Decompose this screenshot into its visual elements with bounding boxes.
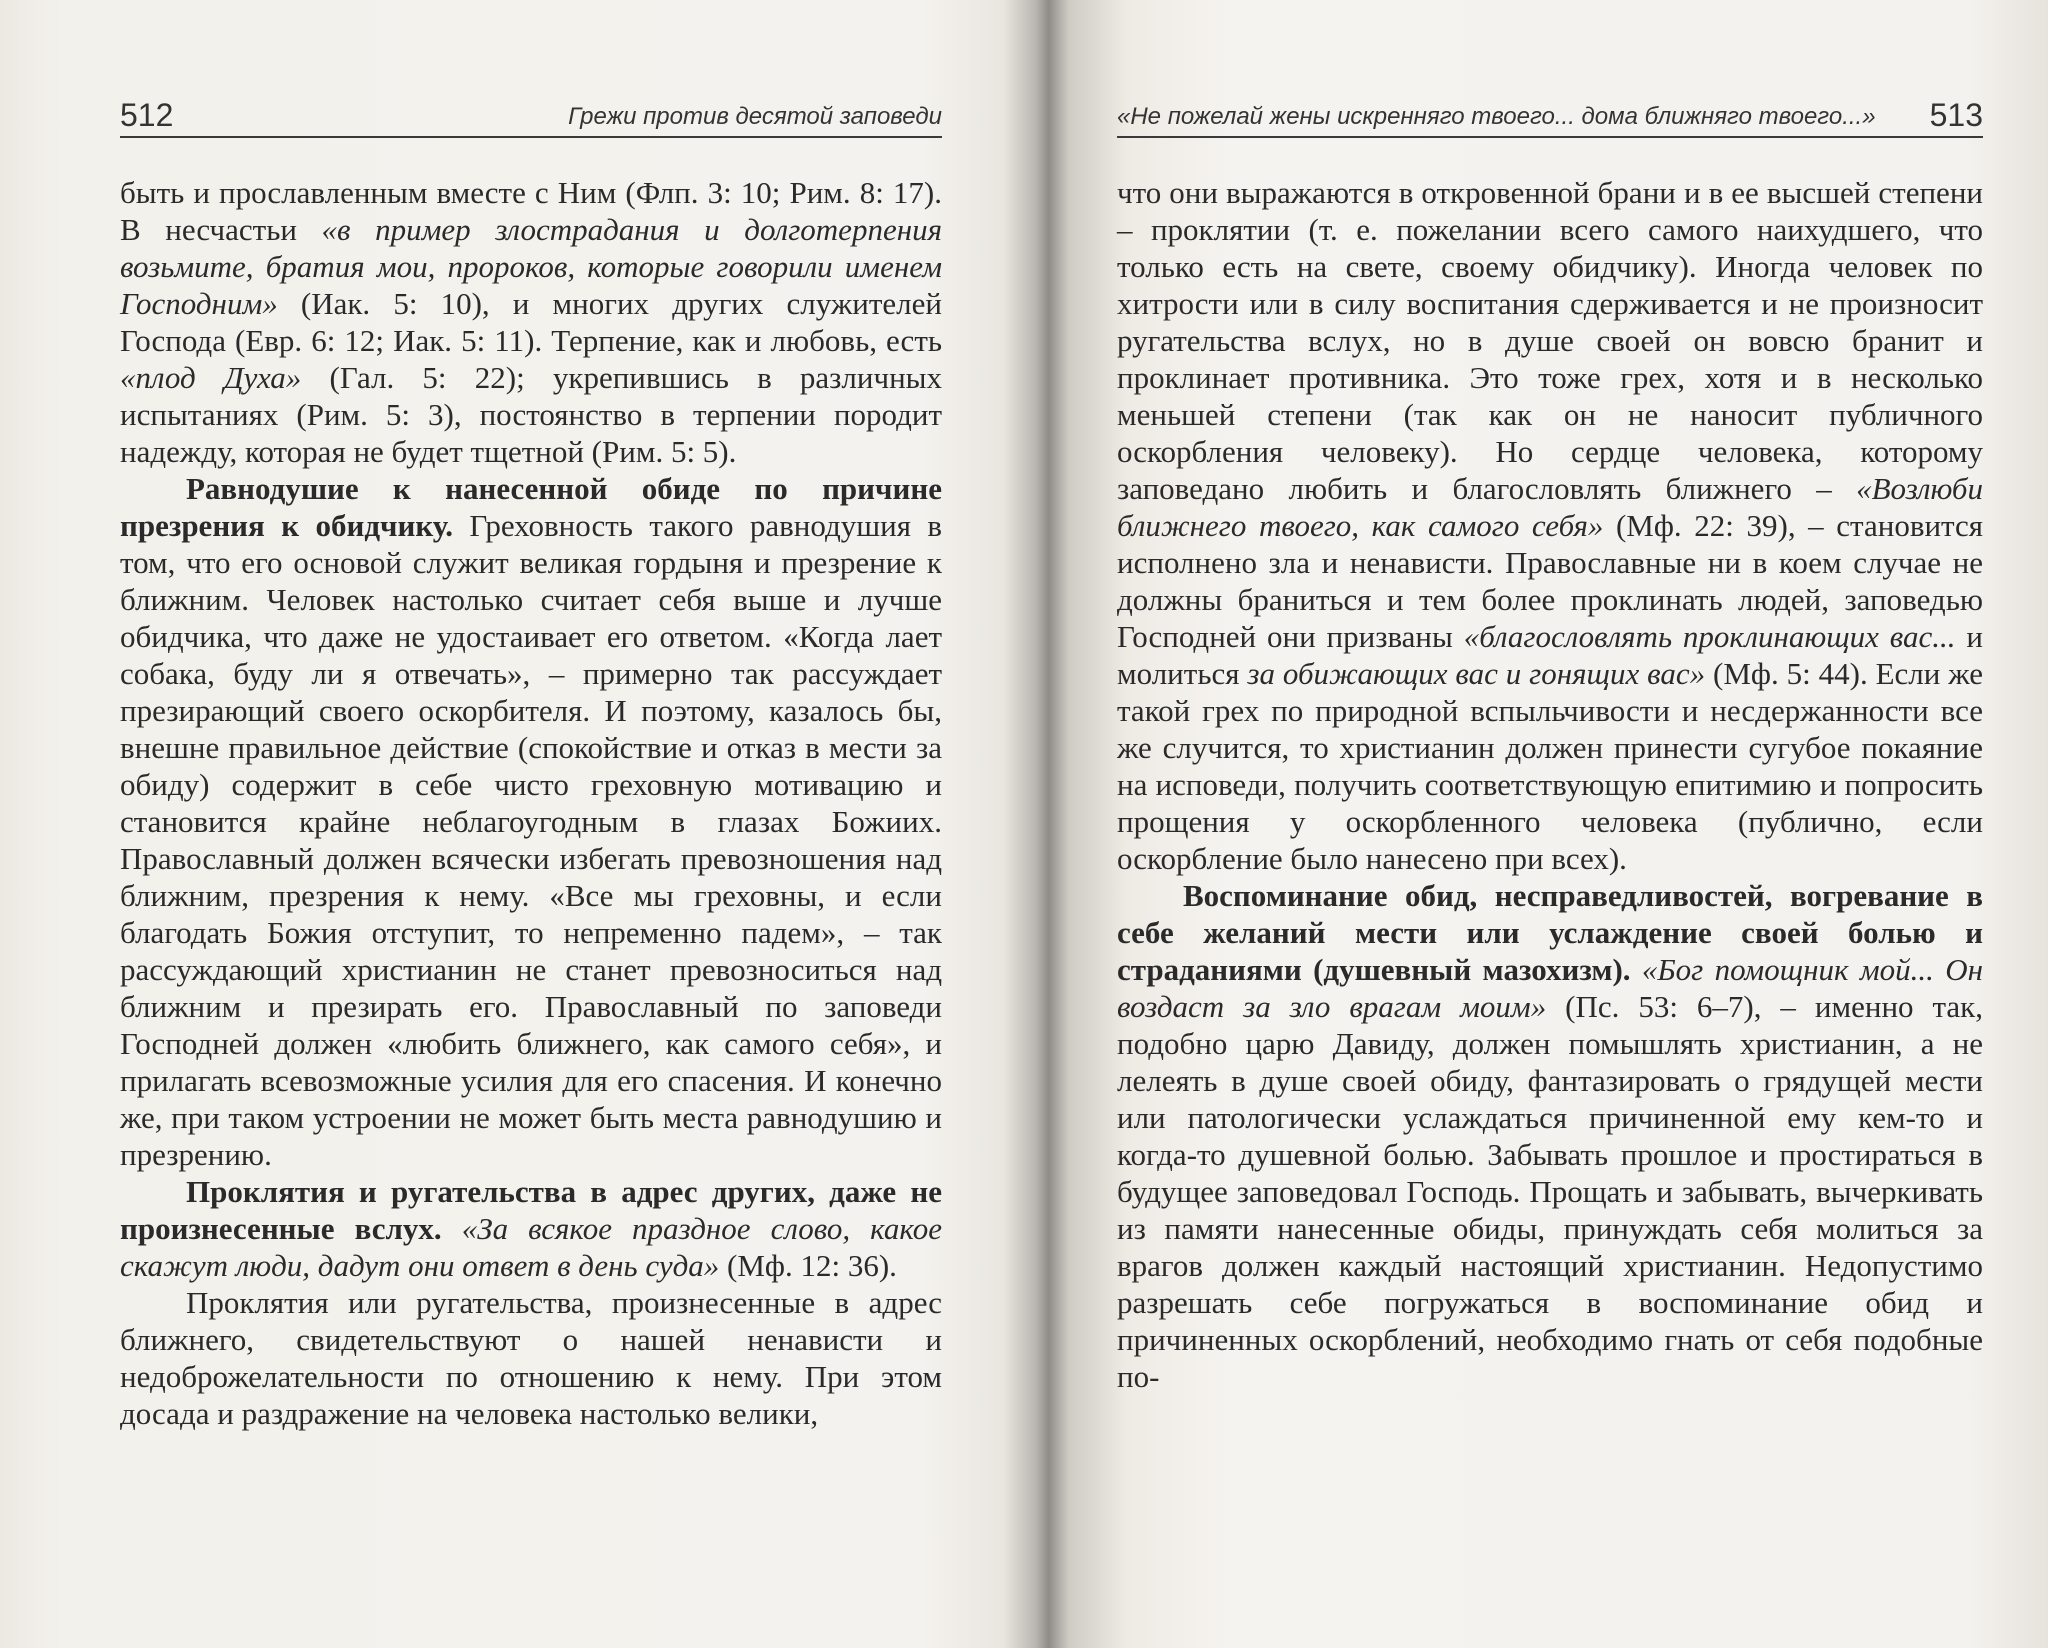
left-body-text (120, 174, 942, 1432)
text-run: (Пс. 53: 6–7), – именно так, подобно царю Давиду, должен помышлять христианин, а не лелеять в душе своей обиду, фантазировать о грядущей мести или патологически услаждаться причиненной ему кем-то и когда-то душевной болью. Забывать прошлое и простираться в будущее заповедовал Господь. Прощать и забывать, вычеркивать из памяти нанесенные обиды, принуждать себя молиться за врагов должен каждый настоящий христианин. Недопустимо разрешать себе погружаться в воспоминание обид и причиненных оскорблений, необходимо гнать от себя подобные по- (1117, 989, 1983, 1394)
text-run: что они выражаются в откровенной брани и в ее высшей степени – проклятии (т. е. пожелании всего самого наихудшего, что только есть на свете, своему обидчику). Иногда человек по хитрости или в силу воспитания сдерживается и не произносит ругательства вслух, но в душе своей он вовсю бранит и проклинает противника. Это тоже грех, хотя и в несколько меньшей степени (так как он не наносит публичного оскорбления человеку). Но сердце человека, которому заповедано любить и благословлять ближнего – (1117, 175, 1983, 506)
section-heading: Воспоминание обид, несправедливостей, вогревание в себе желаний мести или услаждение своей болью и страданиями (душевный мазохизм). (1117, 878, 1983, 987)
quote-run: «Возлюби ближнего твоего, как самого себя» (1117, 471, 1983, 543)
left-paragraph-2 (120, 470, 942, 1173)
right-running-title: «Не пожелай жены искренняго твоего... дома ближняго твоего...» (1117, 103, 1876, 130)
left-page (0, 0, 1010, 1648)
section-heading: Равнодушие к нанесенной обиде по причине презрения к обидчику. (120, 471, 942, 543)
right-paragraph-2 (1117, 877, 1983, 1395)
quote-run: «благословлять проклинающих вас... (1463, 619, 1956, 654)
text-run: (Иак. 5: 10), и многих других служителей Господа (Евр. 6: 12; Иак. 5: 11). Терпение, как и любовь, есть (120, 286, 942, 358)
left-paragraph-3 (120, 1173, 942, 1284)
left-paragraph-4 (120, 1284, 942, 1432)
quote-run: за обижающих вас и гонящих вас» (1247, 656, 1706, 691)
text-run: Греховность такого равнодушия в том, что его основой служит великая гордыня и презрение к ближним. Человек настолько считает себя выше и лучше обидчика, что даже не удостаивает его ответом. «Когда лает собака, буду ли я отвечать», – примерно так рассуждает презирающий своего оскорбителя. И поэтому, казалось бы, внешне правильное действие (спокойствие и отказ в мести за обиду) содержит в себе чисто греховную мотивацию и становится крайне неблагоугодным в глазах Божиих. Православный должен всячески избегать превозношения над ближним, презрения к нему. «Все мы греховны, и если благодать Божия отступит, то непременно падем», – так рассуждающий христианин не станет превозноситься над ближним и презирать его. Православный по заповеди Господней должен «любить ближнего, как самого себя», и прилагать всевозможные усилия для его спасения. И конечно же, при таком устроении не может быть места равнодушию и презрению. (120, 508, 942, 1172)
right-page (1040, 0, 2048, 1648)
quote-run: «в пример злострадания и долготерпения возьмите, братия мои, пророков, которые говорили именем Господним» (120, 212, 942, 321)
text-run: (Мф. 12: 36). (719, 1248, 897, 1283)
text-run: (Мф. 5: 44). Если же такой грех по природной вспыльчивости и несдержанности все же случится, то христианин должен принести сугубое покаяние на исповеди, получить соответствующую епитимию и попросить прощения у оскорбленного человека (публично, если оскорбление было нанесено при всех). (1117, 656, 1983, 876)
right-paragraph-1 (1117, 174, 1983, 877)
right-page-number: 513 (1929, 97, 1983, 133)
section-heading: Проклятия и ругательства в адрес других, даже не произнесенные вслух. (120, 1174, 942, 1246)
quote-run: «За всякое праздное слово, какое скажут люди, дадут они ответ в день суда» (120, 1211, 942, 1283)
right-running-head (1117, 96, 1983, 138)
right-body-text (1117, 174, 1983, 1395)
quote-run: «Бог помощник мой... Он воздаст за зло врагам моим» (1117, 952, 1983, 1024)
left-page-number: 512 (120, 97, 174, 133)
text-run: и молиться (1117, 619, 1983, 691)
text-run: (Мф. 22: 39), – становится исполнено зла и ненависти. Православные ни в коем случае не должны браниться и тем более проклинать людей, заповедью Господней они призваны (1117, 508, 1983, 654)
text-run: Проклятия или ругательства, произнесенные в адрес ближнего, свидетельствуют о нашей ненависти и недоброжелательности по отношению к нему. При этом досада и раздражение на человека настолько велики, (120, 1285, 942, 1431)
left-paragraph-1 (120, 174, 942, 470)
text-run: быть и прославленным вместе с Ним (Флп. 3: 10; Рим. 8: 17). В несчастьи (120, 175, 942, 247)
quote-run: «плод Духа» (120, 360, 302, 395)
left-running-head (120, 96, 942, 138)
left-running-title: Грежи против десятой заповеди (568, 103, 942, 130)
text-run: (Гал. 5: 22); укрепившись в различных испытаниях (Рим. 5: 3), постоянство в терпении породит надежду, которая не будет тщетной (Рим. 5: 5). (120, 360, 942, 469)
